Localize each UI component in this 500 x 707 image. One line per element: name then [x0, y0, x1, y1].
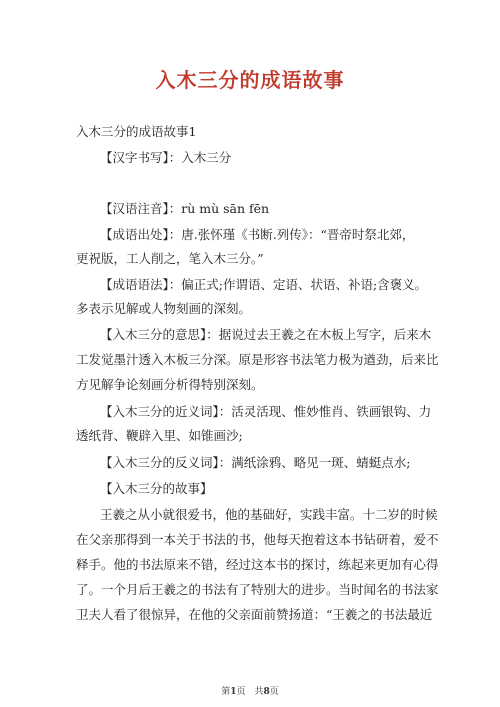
- text-line: 释手。他的书法原来不错，经过这本书的探讨，练起来更加有心得: [76, 557, 439, 572]
- text-line: 【成语语法】：偏正式;作谓语、定语、状语、补语;含褒义。: [100, 277, 428, 292]
- text-line: 更祝版，工人削之，笔入木三分。”: [76, 251, 264, 266]
- text-line: 卫夫人看了很惊异，在他的父亲面前赞扬道：“王羲之的书法最近: [76, 607, 433, 622]
- text-line: 【入木三分的意思】：据说过去王羲之在木板上写字，后来木: [100, 327, 432, 342]
- text-line: 多表示见解或人物刻画的深刻。: [76, 301, 252, 316]
- page-footer: [0, 684, 500, 697]
- text-line: 【成语出处】：唐.张怀瑾《书断.列传》：“晋帝时祭北郊，: [100, 227, 415, 242]
- text-line: 工发觉墨汁透入木板三分深。原是形容书法笔力极为遒劲，后来比: [76, 352, 439, 367]
- text-line: 在父亲那得到一本关于书法的书，他每天抱着这本书钻研着，爱不: [76, 532, 439, 547]
- document-subtitle: 入木三分的成语故事1: [76, 124, 197, 139]
- text-line: 【汉字书写】：入木三分: [100, 150, 232, 165]
- footer-suffix: 页: [269, 687, 279, 697]
- document-title: 入木三分的成语故事: [155, 68, 345, 92]
- footer-prefix: 第: [221, 687, 231, 697]
- text-line: 透纸背、鞭辟入里、如锥画沙;: [76, 428, 243, 443]
- footer-mid: 页 共: [236, 687, 264, 697]
- footer-page-number: 1: [230, 687, 237, 697]
- text-line: 【汉语注音】：rù mù sān fēn: [100, 201, 270, 216]
- text-line: 【入木三分的故事】: [100, 481, 213, 496]
- text-line: 方见解争论刻画分析得特别深刻。: [76, 377, 264, 392]
- footer-total-pages: 8: [263, 687, 270, 697]
- text-line: 王羲之从小就很爱书，他的基础好，实践丰富。十二岁的时候: [100, 507, 438, 522]
- text-line: 了。一个月后王羲之的书法有了特别大的进步。当时闻名的书法家: [76, 582, 439, 597]
- text-line: 【入木三分的近义词】：活灵活现、惟妙惟肖、铁画银钩、力: [100, 404, 432, 419]
- text-line: 【入木三分的反义词】：满纸涂鸦、略见一斑、蜻蜓点水;: [100, 455, 411, 470]
